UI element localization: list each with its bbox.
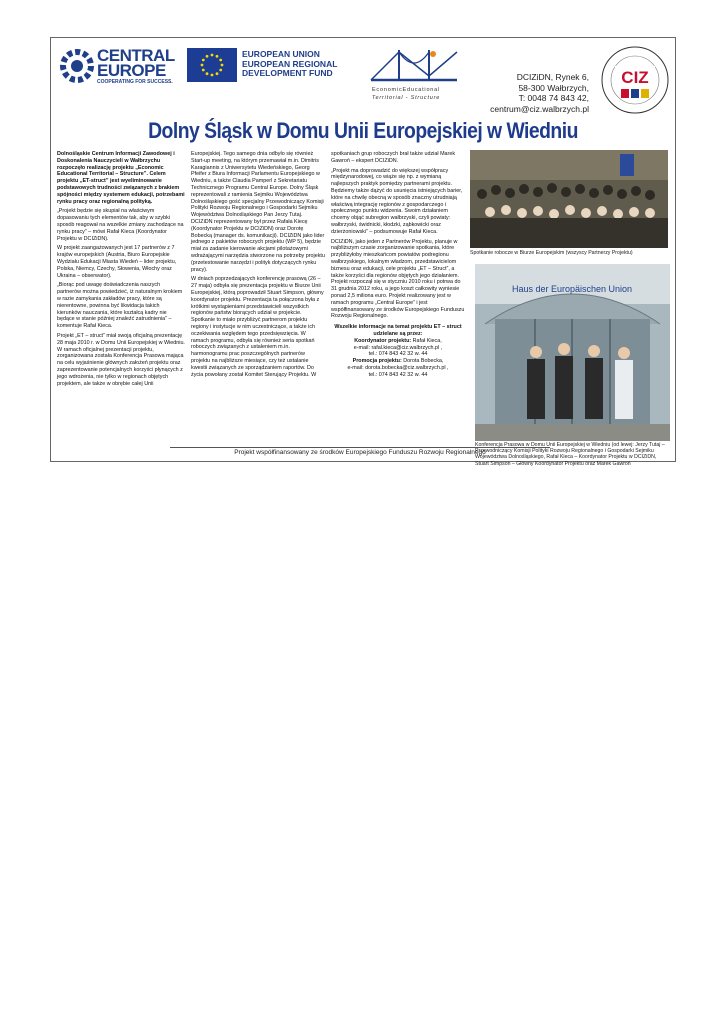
- paragraph: W dniach poprzedzających konferencję prasową (26 – 27 maja) odbyła się prezentacja projektu w Biurze Unii Europejskiej, którą poprowadził Stuart Simpson, główny koordynator projektu. Prezentacja ta połączona była z krótkimi wystąpieniami przedstawicieli wszystkich regionów państw biorących udział w projekcie. Spotkanie to miało przybliżyć partnerom projektu regiony i instytucje w nim uczestniczące, a także ich oczekiwania względem tego przedsięwzięcia. W ramach programu, odbyła się również seria spotkań roboczych związanych z ustaleniem m.in. harmonogramu prac poszczególnych partnerów projektu na najbliższe miesiące, czy też ustalanie kwestii związanych ze sporządzaniem raportów. Do życia powołany został Komitet Sterujący Projektu. W: [191, 276, 324, 378]
- group-photo-illustration: [470, 150, 668, 248]
- contact-info-box: [331, 324, 465, 378]
- ce-tagline: COOPERATING FOR SUCCESS.: [97, 79, 173, 85]
- column-3: [331, 151, 465, 379]
- paragraph: W projekt zaangażowanych jest 17 partnerów z 7 krajów europejskich (Austria, Biuro Europejskie Wydziału Edukacji Miasta Wiedeń – lider projektu, Polska, Niemcy, Czechy, Słowenia, Włochy oraz Ukraina – obserwator).: [57, 245, 177, 279]
- building-sign: Haus der Europäischen Union: [511, 284, 633, 294]
- lead-paragraph: Dolnośląskie Centrum Informacji Zawodowej i Doskonalenia Nauczycieli w Wałbrzychu rozpoczęło realizację projektu „Economic Educational Territorial – Structure”. Celem projektu „ET-struct” jest wyeliminowanie podstawowych trudności związanych z brakiem spójności między systemem edukacji, potrzebami rynku pracy oraz regionalną polityką.: [57, 151, 185, 205]
- paragraph: „Projekt będzie się skupiał na właściwym dopasowaniu tych elementów tak, aby w szybki sposób reagował na wszelkie zmiany zachodzące na rynku pracy” – mówi Rafał Kieca (Koordynator Projektu w DCIZiDN).: [57, 208, 184, 242]
- press-photo-illustration: [475, 264, 670, 441]
- et-struct-wordmark: [341, 86, 471, 102]
- coordinator-email[interactable]: e-mail: rafal.kieca@ciz.walbrzych.pl ,: [353, 344, 443, 351]
- et-line2: Territorial - Structure: [371, 95, 441, 101]
- paragraph: „Projekt ma doprowadzić do większej współpracy międzynarodowej, co wiąże się np. z wymianą najlepszych praktyk pomiędzy partnerami projektu. Będziemy także dążyć do usunięcia istniejących barier, które na chwilę obecną w sposób znaczny utrudniają właściwą integrację regionów z gospodarczego i społecznego punktu widzenia. Swoim działaniem chcemy objąć subregion wałbrzyski, czyli powiaty: wałbrzyski, świdnicki, kłodzki, ząbkowicki oraz dzierżoniowski” – podsumowuje Rafał Kieca.: [331, 167, 463, 235]
- eu-fund-label: [242, 50, 337, 79]
- paragraph: „Biorąc pod uwagę doświadczenia naszych partnerów można powiedzieć, iż naturalnym krokiem w razie zamykania zakładów pracy, które są nierentowne, powinna być likwidacja takich kierunków nauczania, które kształcą kadry nie będące w stanie później znaleźć zatrudnienia” – komentuje Rafał Kieca.: [57, 282, 183, 330]
- promotion-name: Dorota Bobecka,: [403, 358, 444, 365]
- press-conference-photo: [475, 264, 670, 441]
- photo-caption-1: Spotkanie robocze w Biurze Europejskim (wszyscy Partnerzy Projektu): [470, 250, 633, 256]
- paragraph: DCIZiDN, jako jeden z Partnerów Projektu, planuje w najbliższym czasie zorganizowanie spotkania, które przybliżyłoby mieszkańcom powiatów podregionu wałbrzyskiego, lokalnym władzom, przedstawicielom biznesu oraz edukacji, cele projektu „ET – Struct”, a także korzyści dla regionów objętych jego działaniem. Projekt rozpoczął się w styczniu 2010 roku i potrwa do 31 grudnia 2012 roku, a jego koszt całkowity wyniesie ponad 2,5 miliona euro. Projekt realizowany jest w ramach programu „Central Europe” i jest współfinansowany ze środków Europejskiego Funduszu Rozwoju Regionalnego.: [331, 238, 465, 320]
- info-title: Wszelkie informacje na temat projektu ET – struct udzielane są przez:: [334, 324, 462, 337]
- contact-block: [481, 72, 589, 114]
- column-1: [57, 151, 185, 390]
- contact-city: 58-300 Wałbrzych,: [518, 82, 589, 93]
- ciz-seal-logo: [599, 44, 671, 116]
- ce-line1: CENTRAL: [97, 46, 175, 65]
- contact-phone: T: 0048 74 843 42,: [518, 93, 589, 103]
- central-europe-wordmark: [97, 48, 175, 78]
- paragraph: Europejskiej. Tego samego dnia odbyło się również Start-up meeting, na którym przemawiał m.in. Dimitris Karagiannis z Uniwersytetu Wiedeńskiego, Georg Pfeifer z Biura Informacji Parlamentu Europejskiego w Wiedniu, a także Claudia Pamperl z Sekretariatu Technicznego Programu Central Europe. Dolny Śląsk reprezentowali z ramienia Sejmiku Województwa Dolnośląskiego gość specjalny Przewodniczący Komisji Polityki Rozwoju Regionalnego i Gospodarki Sejmiku Województwa Dolnośląskiego Pan Jerzy Tutaj. DCIZiDN reprezentowany był przez Rafała Kiecę (Koordynator Projektu w DCIZiDN) oraz Dorotę Bobecką (manager ds. komunikacji). DCIZiDN jako lider jednego z pakietów roboczych projektu (WP 5), będzie miał za zadanie kierowanie akcjami pilotażowymi wdrażającymi narzędzia stworzone na potrzeby projektu (przetestowanie narzędzi i polityk dotyczących rynku pracy).: [191, 151, 325, 273]
- article-page: [50, 37, 676, 467]
- coordinator-name: Rafał Kieca,: [412, 337, 442, 344]
- column-2: [191, 151, 325, 381]
- coordinator-phone: tel.: 074 843 42 32 w. 44: [368, 351, 428, 358]
- eu-line3: DEVELOPMENT FUND: [242, 68, 333, 78]
- coordinator-label: Koordynator projektu:: [354, 337, 412, 344]
- ciz-logo-text: CIZ: [621, 68, 649, 87]
- footer-note: Projekt współfinansowany ze środków Europejskiego Funduszu Rozwoju Regionalnego: [170, 447, 550, 456]
- eu-line1: EUROPEAN UNION: [242, 49, 320, 59]
- promotion-label: Promocja projektu:: [352, 358, 402, 365]
- promotion-email[interactable]: e-mail: dorota.bobecka@ciz.walbrzych.pl ,: [347, 364, 449, 371]
- article-title: Dolny Śląsk w Domu Unii Europejskiej w Wiedniu: [148, 118, 578, 143]
- eu-line2: EUROPEAN REGIONAL: [242, 58, 338, 69]
- header: [51, 38, 675, 118]
- paragraph: Projekt „ET – struct” miał swoją oficjalną prezentację 28 maja 2010 r. w Domu Unii Europejskiej w Wiedniu. W ramach oficjalnej prezentacji projektu, zorganizowana została Konferencja Prasowa mająca na celu wyjaśnienie głównych założeń projektu oraz zaprezentowanie potencjalnych korzyści płynących z jego wdrożenia, nie tylko w regionach objętych projektem, ale także w obrębie całej Unii: [57, 332, 185, 387]
- et-line1: EconomicEducational: [371, 87, 441, 93]
- group-meeting-photo: [470, 150, 668, 248]
- ce-line2: EUROPE: [97, 61, 166, 80]
- promotion-phone: tel.: 074 843 42 32 w. 44: [368, 371, 428, 378]
- photo-caption-2: Konferencja Prasowa w Domu Unii Europejskiej w Wiedniu (od lewej: Jerzy Tutaj – Przewodniczący Komisji Polityki Rozwoju Regionalnego i Gospodarki Sejmiku Województwa Dolnośląskiego, Rafał Kieca – Koordynator Projektu w DCIZiDN, Stuart Simpson – Główny Koordynator Projektu oraz Marek Gawroń: [475, 442, 665, 467]
- contact-email: centrum@ciz.walbrzych.pl: [490, 103, 589, 114]
- eu-flag-icon: [187, 48, 237, 82]
- contact-address: DCIZiDN, Rynek 6,: [516, 72, 589, 82]
- paragraph: spotkaniach grup roboczych brał także udział Marek Gawroń – ekspert DCIZiDN.: [331, 151, 456, 164]
